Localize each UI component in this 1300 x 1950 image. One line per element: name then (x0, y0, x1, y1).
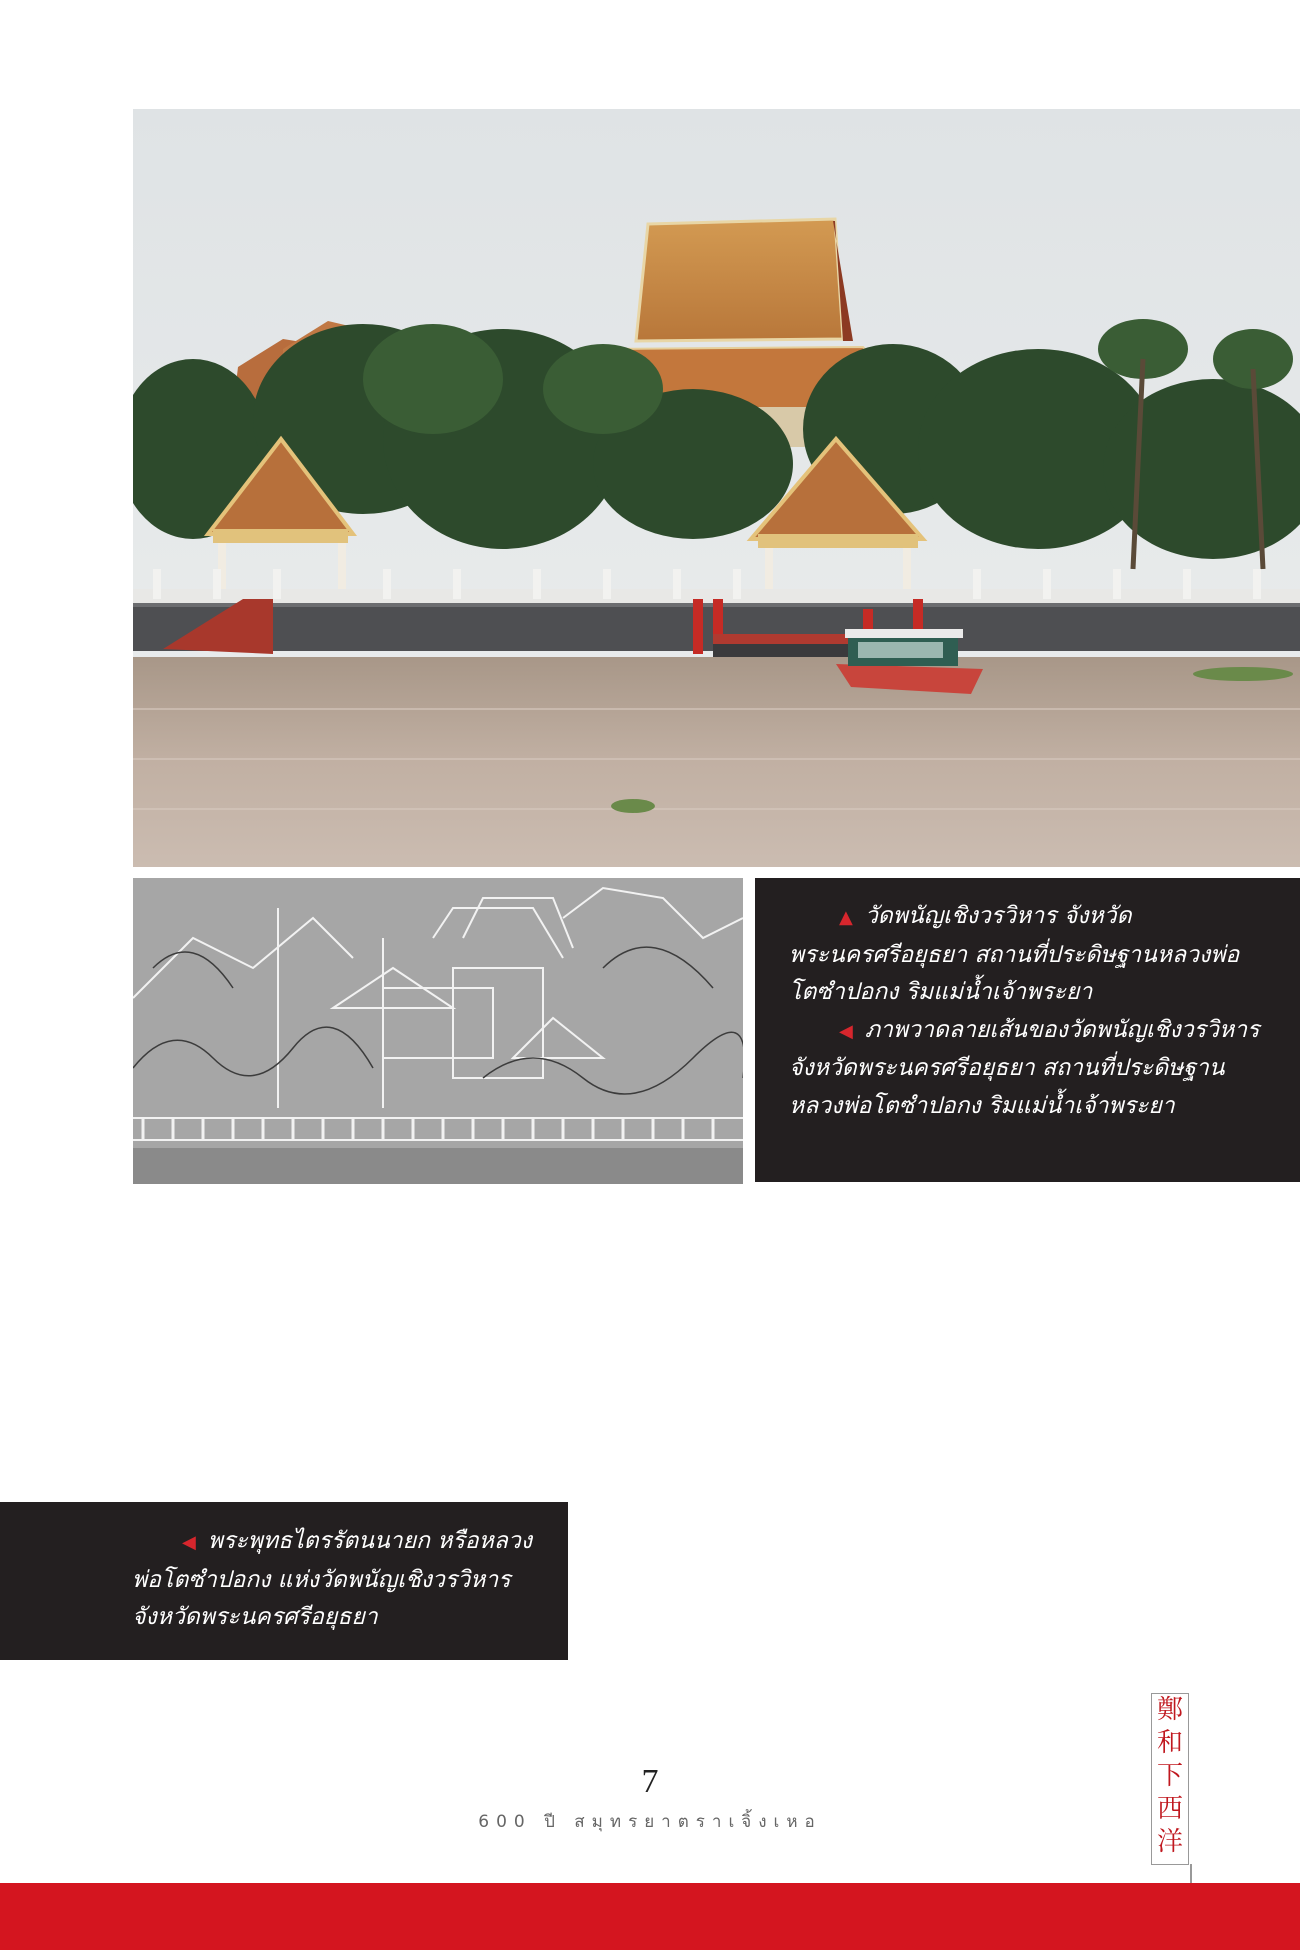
book-title: 600 ปี สมุทรยาตราเจิ้งเหอ (478, 1812, 822, 1832)
caption-bottom-text: พระพุทธไตรรัตนนายก หรือหลวงพ่อโตซำปอกง แห่งวัดพนัญเชิงวรวิหาร จังหวัดพระนครศรีอยุธยา (132, 1528, 533, 1630)
caption-top-1-text: วัดพนัญเชิงวรวิหาร จังหวัดพระนครศรีอยุธยา สถานที่ประดิษฐานหลวงพ่อโตซำปอกง ริมแม่น้ำเจ้าพระยา (789, 903, 1240, 1005)
footer-red-band (0, 1883, 1300, 1950)
caption-box-bottom (0, 1502, 568, 1660)
caption-top-2 (789, 1012, 1272, 1126)
chinese-char-1: 鄭 (1156, 1695, 1183, 1725)
triangle-left-icon: ◀ (182, 1532, 196, 1553)
temple-river-photo (133, 109, 1300, 867)
chinese-char-4: 西 (1156, 1794, 1183, 1824)
caption-box-top (755, 878, 1300, 1182)
caption-top-2-text: ภาพวาดลายเส้นของวัดพนัญเชิงวรวิหาร จังหวัดพระนครศรีอยุธยา สถานที่ประดิษฐานหลวงพ่อโตซำปอกง ริมแม่น้ำเจ้าพระยา (789, 1016, 1260, 1119)
chinese-title-seal (1151, 1693, 1189, 1865)
triangle-up-icon: ▲ (839, 907, 853, 928)
caption-top-1 (789, 898, 1272, 1012)
chinese-char-2: 和 (1156, 1728, 1183, 1758)
page-number: 7 (641, 1763, 659, 1800)
temple-line-drawing (133, 878, 743, 1184)
caption-bottom (132, 1523, 538, 1637)
chinese-char-5: 洋 (1156, 1827, 1183, 1857)
chinese-char-3: 下 (1156, 1761, 1183, 1791)
triangle-left-icon: ◀ (839, 1020, 853, 1042)
